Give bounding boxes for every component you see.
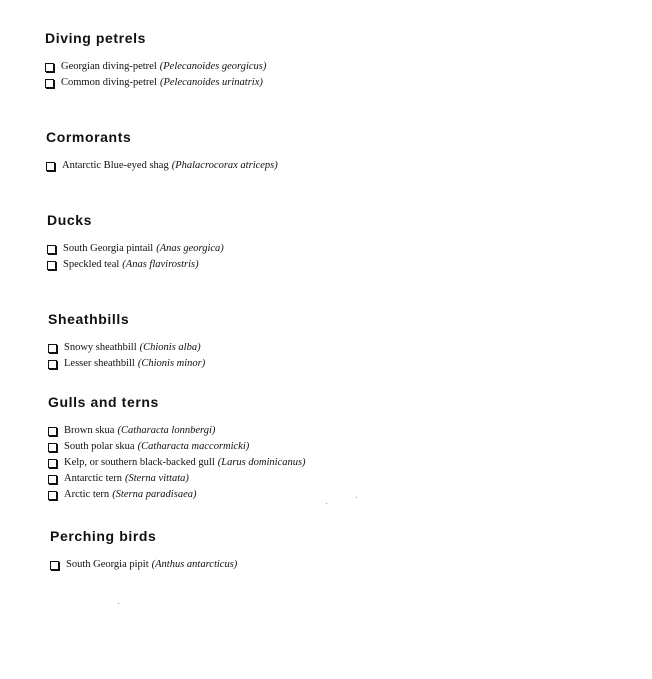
checklist-item [45,59,266,75]
checklist-item [46,158,278,174]
latin-name: (Phalacrocorax atriceps) [171,160,278,171]
common-name: Speckled teal [63,259,120,270]
checkbox-icon[interactable] [45,79,54,88]
checkbox-icon[interactable] [48,360,57,369]
latin-name: (Chionis alba) [139,342,201,353]
scan-speck [118,603,119,604]
section-heading: Perching birds [50,528,157,544]
checklist-item [48,356,205,372]
common-name: Common diving-petrel [61,77,157,88]
checkbox-icon[interactable] [48,443,57,452]
latin-name: (Catharacta maccormicki) [137,441,250,452]
checkbox-icon[interactable] [45,63,54,72]
common-name: South Georgia pipit [66,559,149,570]
checkbox-icon[interactable] [48,459,57,468]
common-name: Kelp, or southern black-backed gull [64,457,215,468]
latin-name: (Chionis minor) [137,358,206,369]
common-name: Brown skua [64,425,115,436]
section-heading: Cormorants [46,129,132,145]
section-diving-petrels [45,30,266,91]
latin-name: (Pelecanoides georgicus) [159,61,267,72]
checklist-item [48,487,306,503]
section-heading: Ducks [47,212,93,228]
checkbox-icon[interactable] [47,245,56,254]
latin-name: (Sterna vittata) [125,473,189,484]
checkbox-icon[interactable] [48,344,57,353]
common-name: South Georgia pintail [63,243,154,254]
checkbox-icon[interactable] [46,162,55,171]
checklist-item [48,439,306,455]
latin-name: (Pelecanoides urinatrix) [159,77,263,88]
checklist-item [48,340,205,356]
common-name: Antarctic tern [64,473,123,484]
checklist-item [45,75,266,91]
common-name: Lesser sheathbill [64,358,135,369]
checkbox-icon[interactable] [48,491,57,500]
checkbox-icon[interactable] [50,561,59,570]
common-name: Arctic tern [64,489,110,500]
section-ducks [47,212,224,273]
checklist-item [48,423,306,439]
checklist-item [48,455,306,471]
scan-speck [356,497,357,498]
latin-name: (Larus dominicanus) [217,457,306,468]
common-name: Antarctic Blue-eyed shag [62,160,169,171]
section-sheathbills [48,311,205,372]
scan-speck [326,503,327,504]
checkbox-icon[interactable] [47,261,56,270]
section-heading: Gulls and terns [48,394,159,410]
checklist-item [47,257,224,273]
section-heading: Diving petrels [45,30,146,46]
common-name: South polar skua [64,441,135,452]
checklist-item [47,241,224,257]
checkbox-icon[interactable] [48,475,57,484]
latin-name: (Anthus antarcticus) [151,559,238,570]
checklist-item [48,471,306,487]
section-perching-birds [50,528,237,573]
checkbox-icon[interactable] [48,427,57,436]
section-heading: Sheathbills [48,311,130,327]
section-cormorants [46,129,278,174]
common-name: Snowy sheathbill [64,342,137,353]
latin-name: (Catharacta lonnbergi) [117,425,216,436]
section-gulls-and-terns [48,394,306,503]
latin-name: (Anas georgica) [156,243,224,254]
latin-name: (Anas flavirostris) [122,259,199,270]
common-name: Georgian diving-petrel [61,61,157,72]
latin-name: (Sterna paradisaea) [112,489,197,500]
checklist-item [50,557,237,573]
